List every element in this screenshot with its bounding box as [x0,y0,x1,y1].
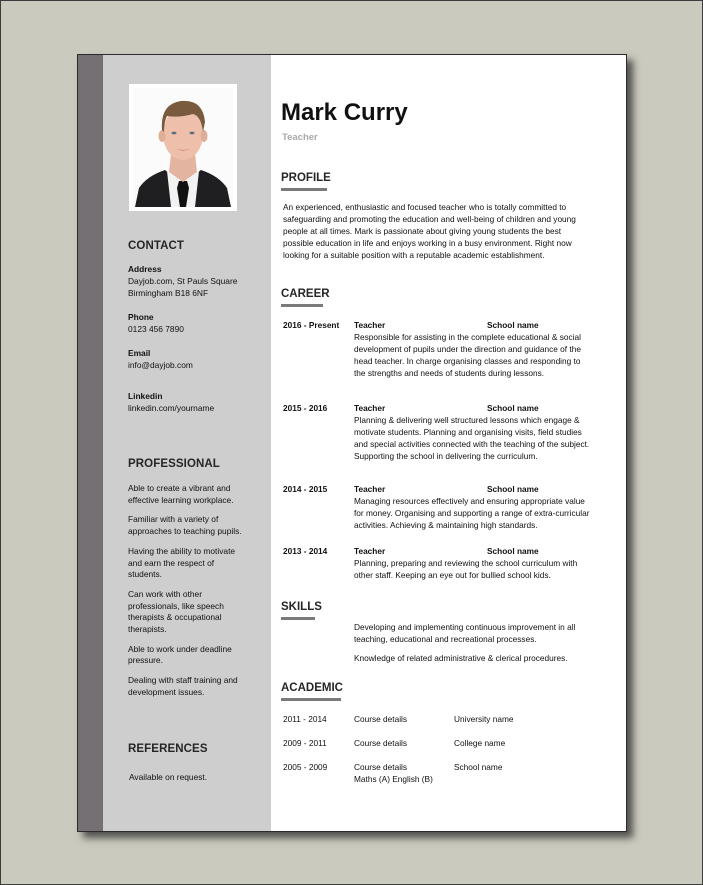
contact-heading: CONTACT [128,240,185,252]
profile-heading [281,172,331,191]
linkedin-label: Linkedin [128,391,163,401]
career-school: School name [487,320,539,330]
professional-list [128,483,246,707]
academic-course: Course details [354,714,408,724]
professional-item: Familiar with a variety of approaches to teaching pupils. [128,514,242,537]
skills-underline [281,617,315,620]
address-line-1: Dayjob.com, St Pauls Square [128,276,238,286]
career-school: School name [487,546,539,556]
academic-institution: College name [454,738,506,748]
career-title: Teacher [354,403,386,413]
skill-item: Developing and implementing continuous improvement in all teaching, educational and recreational processes. [354,622,576,644]
references-text: Available on request. [129,772,208,782]
career-title: Teacher [354,484,386,494]
academic-course: Course details [354,738,408,748]
job-title: Teacher [282,132,318,143]
career-date: 2013 - 2014 [283,546,328,556]
career-desc: Managing resources effectively and ensuring appropriate value for money. Organising and supporting a range of extra-curricular activities. Achieving & maintaining high standards. [354,496,590,530]
sidebar [103,55,271,831]
academic-date: 2005 - 2009 [283,762,328,772]
professional-heading: PROFESSIONAL [128,458,220,470]
career-desc: Responsible for assisting in the complete educational & social development of pupils under the direction and guidance of the head teacher. In charge organising classes and responding to the strengths and needs of students during lessons. [354,332,581,378]
left-accent-stripe [78,55,103,831]
career-date: 2014 - 2015 [283,484,328,494]
phone-value: 0123 456 7890 [128,324,184,334]
professional-item: Having the ability to motivate and earn the respect of students. [128,545,236,580]
career-heading-text: CAREER [281,288,330,300]
academic-heading [281,682,343,701]
academic-underline [281,698,341,701]
professional-item: Able to work under deadline pressure. [128,643,232,666]
career-desc: Planning & delivering well structured lessons which engage & motivate students. Planning and organising visits, field studies and special activities connected with the teaching of the subject. Supporting the school in delivering the curriculum. [354,415,590,461]
career-heading [281,288,330,307]
profile-text: An experienced, enthusiastic and focused teacher who is totally committed to safeguarding and promoting the education and well-being of children and young people at all times. Mark is passionate about giving young students the best possible education in life and enjoys working in a busy environment. Right now looking for a suitable position with a reputable academic establishment. [283,202,576,260]
email-value[interactable]: info@dayjob.com [128,360,193,370]
academic-institution: University name [454,714,514,724]
person-photo-icon [133,88,233,207]
profile-heading-text: PROFILE [281,172,331,184]
profile-underline [281,188,327,191]
career-desc: Planning, preparing and reviewing the school curriculum with other staff. Keeping an eye out for bullied school kids. [354,558,578,580]
career-title: Teacher [354,546,386,556]
career-school: School name [487,403,539,413]
academic-date: 2009 - 2011 [283,738,327,748]
main-content [271,55,626,831]
address-line-2: Birmingham B18 6NF [128,288,209,298]
resume-page [77,54,627,832]
email-label: Email [128,348,151,358]
linkedin-value[interactable]: linkedin.com/yourname [128,403,215,413]
references-heading: REFERENCES [128,743,208,755]
academic-institution: School name [454,762,503,772]
academic-course: Course details [354,762,408,772]
profile-photo [129,84,237,211]
career-date: 2015 - 2016 [283,403,328,413]
skills-heading-text: SKILLS [281,601,322,613]
career-school: School name [487,484,539,494]
professional-item: Dealing with staff training and development issues. [128,675,238,697]
candidate-name: Mark Curry [281,99,408,126]
career-title: Teacher [354,320,386,330]
career-underline [281,304,323,307]
academic-grades: Maths (A) English (B) [354,774,433,784]
professional-item: Can work with other professionals, like speech therapists & occupational therapists. [128,588,224,635]
address-label: Address [128,264,162,274]
skills-heading [281,601,322,620]
academic-date: 2011 - 2014 [283,714,327,724]
skill-item: Knowledge of related administrative & clerical procedures. [354,653,568,663]
academic-heading-text: ACADEMIC [281,682,343,694]
professional-item: Able to create a vibrant and effective learning workplace. [128,483,234,505]
phone-label: Phone [128,312,154,322]
contact-section [128,263,263,414]
career-date: 2016 - Present [283,320,340,330]
